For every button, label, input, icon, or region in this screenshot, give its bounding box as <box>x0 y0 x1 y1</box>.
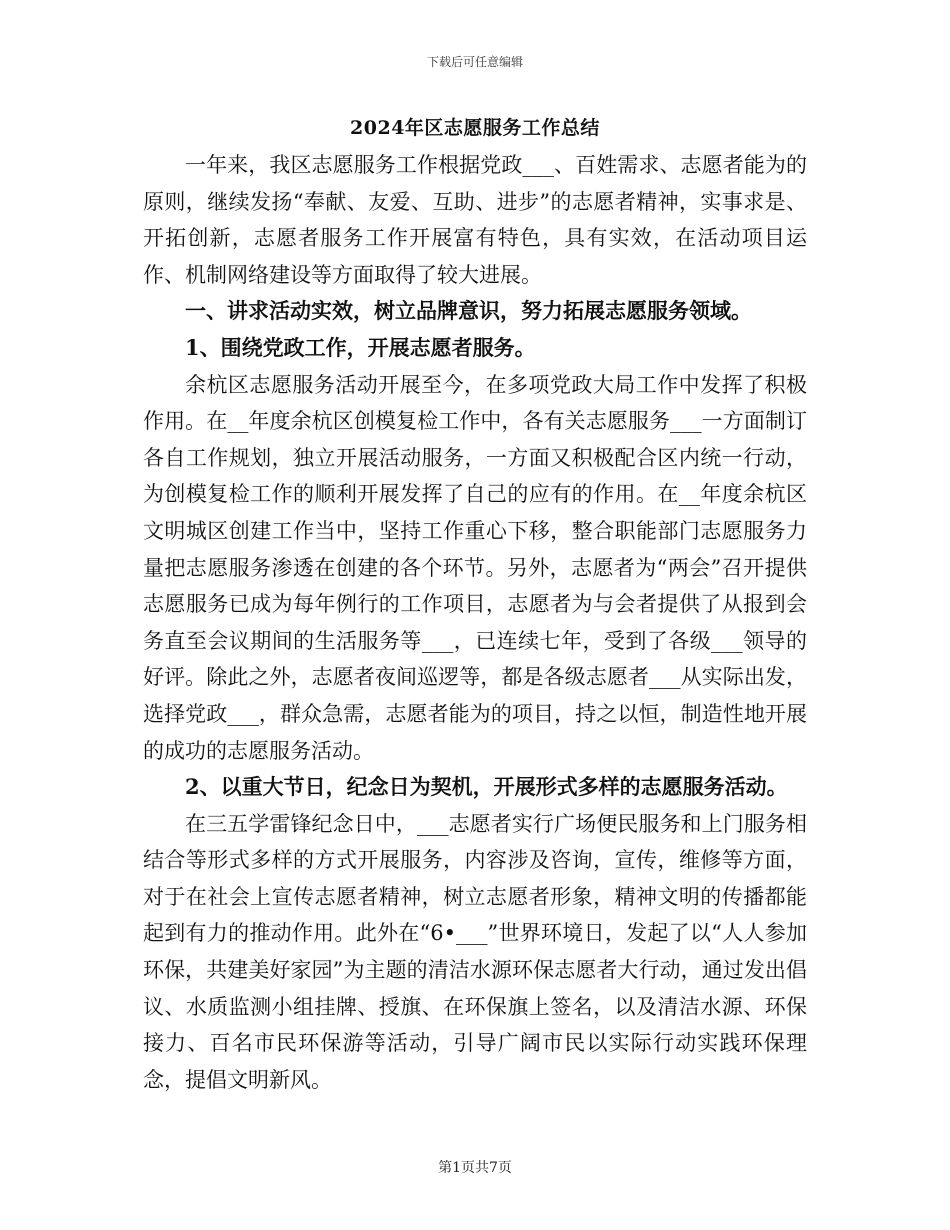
page-footer: 第1页共7页 <box>438 1160 512 1176</box>
intro-paragraph: 一年来，我区志愿服务工作根据党政___、百姓需求、志愿者能为的原则，继续发扬“奉献、友爱、互助、进步”的志愿者精神，实事求是、开拓创新，志愿者服务工作开展富有特色，具有实效，在活动项目运作、机制网络建设等方面取得了较大进展。 <box>143 153 807 287</box>
header-note: 下载后可任意编辑 <box>426 55 523 69</box>
subsection-heading-1: 1、围绕党政工作，开展志愿者服务。 <box>185 334 536 360</box>
body-paragraph-1: 余杭区志愿服务活动开展至今，在多项党政大局工作中发挥了积极作用。在__年度余杭区创模复检工作中，各有关志愿服务___一方面制订各自工作规划，独立开展活动服务，一方面又积极配合区内统一行动，为创模复检工作的顺利开展发挥了自己的应有的作用。在__年度余杭区文明城区创建工作当中，坚持工作重心下移，整合职能部门志愿服务力量把志愿服务渗透在创建的各个环节。另外，志愿者为“两会”召开提供志愿服务已成为每年例行的工作项目，志愿者为与会者提供了从报到会务直至会议期间的生活服务等___，已连续七年，受到了各级___领导的好评。除此之外，志愿者夜间巡逻等，都是各级志愿者___从实际出发，选择党政___，群众急需，志愿者能为的项目，持之以恒，制造性地开展的成功的志愿服务活动。 <box>143 372 807 763</box>
section-heading-1: 一、讲求活动实效，树立品牌意识，努力拓展志愿服务领域。 <box>185 298 752 324</box>
document-title: 2024年区志愿服务工作总结 <box>350 117 600 139</box>
body-paragraph-2: 在三五学雷锋纪念日中，___志愿者实行广场便民服务和上门服务相结合等形式多样的方式开展服务，内容涉及咨询，宣传，维修等方面，对于在社会上宣传志愿者精神，树立志愿者形象，精神文明的传播都能起到有力的推动作用。此外在“6•___”世界环境日，发起了以“人人参加环保，共建美好家园”为主题的清洁水源环保志愿者大行动，通过发出倡议、水质监测小组挂牌、授旗、在环保旗上签名，以及清洁水源、环保接力、百名市民环保游等活动，引导广阔市民以实际行动实践环保理念，提倡文明新风。 <box>143 811 807 1092</box>
document-body <box>143 147 807 1098</box>
subsection-heading-2: 2、以重大节日，纪念日为契机，开展形式多样的志愿服务活动。 <box>185 774 788 800</box>
